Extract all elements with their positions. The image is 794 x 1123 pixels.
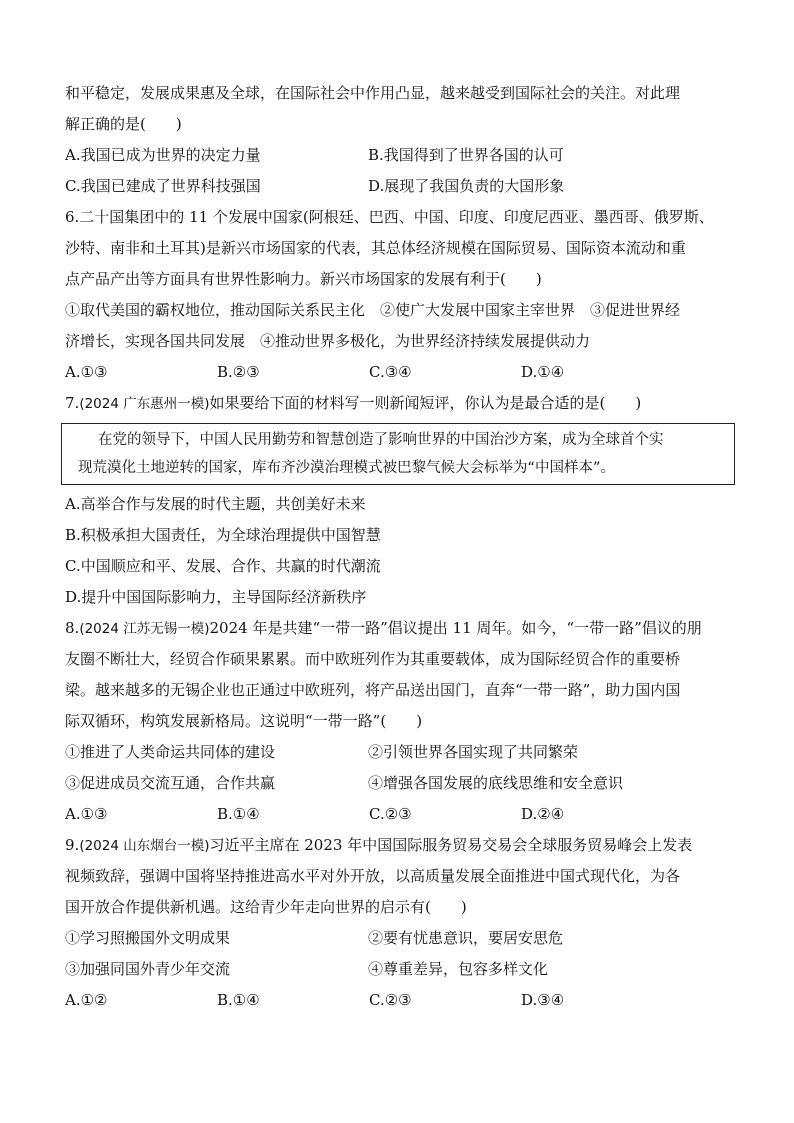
question-stem-text: 2024 年是共建“一带一路”倡议提出 11 周年。如今，“一带一路”倡议的朋: [209, 619, 702, 637]
material-line: 在党的领导下，中国人民用勤劳和智慧创造了影响世界的中国治沙方案，成为全球首个实: [98, 432, 664, 448]
question-6: [65, 202, 731, 388]
question-number: 8.: [65, 619, 80, 637]
option-b[interactable]: B.①④: [217, 991, 260, 1009]
option-c[interactable]: C.我国已建成了世界科技强国: [65, 177, 261, 195]
question-stem-line: [65, 388, 731, 419]
statement-4: ④增强各国发展的底线思维和安全意识: [368, 774, 624, 792]
question-stem-line: 解正确的是( ): [65, 115, 182, 133]
statement-2: ②要有忧患意识，要居安思危: [368, 929, 564, 947]
option-a[interactable]: A.①②: [65, 991, 108, 1009]
question-source: (2024 山东烟台一模): [79, 838, 210, 854]
question-page: [65, 78, 731, 1016]
question-number: 9.: [65, 836, 80, 854]
option-d[interactable]: D.①④: [521, 363, 565, 381]
option-d[interactable]: D.③④: [521, 991, 565, 1009]
statement-3: ③促进成员交流互通，合作共赢: [65, 774, 276, 792]
question-source: (2024 江苏无锡一模): [79, 621, 210, 637]
material-line: 现荒漠化土地逆转的国家，库布齐沙漠治理模式被巴黎气候大会标举为“中国样本”。: [78, 460, 616, 476]
question-stem-line: [65, 830, 731, 861]
option-d[interactable]: D.展现了我国负责的大国形象: [368, 177, 565, 195]
question-9: [65, 830, 731, 1016]
question-source: (2024 广东惠州一模): [79, 396, 210, 412]
option-a[interactable]: A.①③: [65, 363, 108, 381]
statement-1: ①推进了人类命运共同体的建设: [65, 743, 276, 761]
question-stem-line: 友圈不断壮大，经贸合作硕果累累。而中欧班列作为其重要载体，成为国际经贸合作的重要桥: [65, 650, 681, 668]
question-stem-line: 际双循环，构筑发展新格局。这说明“一带一路”( ): [65, 712, 423, 730]
statement-row: [65, 954, 731, 985]
question-stem-line: 沙特、南非和土耳其)是新兴市场国家的代表，其总体经济规模在国际贸易、国际资本流动和重: [65, 239, 686, 257]
option-row: [65, 140, 731, 171]
question-stem-line: 国开放合作提供新机遇。这给青少年走向世界的启示有( ): [65, 898, 467, 916]
statement-line: 济增长，实现各国共同发展 ④推动世界多极化，为世界经济持续发展提供动力: [65, 332, 591, 350]
question-number: 7.: [65, 394, 80, 412]
statement-2: ②引领世界各国实现了共同繁荣: [368, 743, 579, 761]
option-row: [65, 799, 731, 830]
option-a[interactable]: A.高举合作与发展的时代主题，共创美好未来: [65, 495, 366, 513]
option-c[interactable]: C.②③: [369, 805, 412, 823]
option-c[interactable]: C.中国顺应和平、发展、合作、共赢的时代潮流: [65, 557, 381, 575]
statement-row: [65, 923, 731, 954]
material-box: [61, 423, 735, 485]
option-d[interactable]: D.提升中国国际影响力，主导国际经济新秩序: [65, 588, 367, 606]
statement-3: ③加强同国外青少年交流: [65, 960, 231, 978]
question-stem-line: [65, 613, 731, 644]
question-8: [65, 613, 731, 830]
question-stem-line: 视频致辞，强调中国将坚持推进高水平对外开放，以高质量发展全面推进中国式现代化，为各: [65, 867, 681, 885]
option-b[interactable]: B.②③: [217, 363, 260, 381]
option-b[interactable]: B.积极承担大国责任，为全球治理提供中国智慧: [65, 526, 381, 544]
option-a[interactable]: A.我国已成为世界的决定力量: [65, 146, 261, 164]
statement-1: ①学习照搬国外文明成果: [65, 929, 231, 947]
option-c[interactable]: C.②③: [369, 991, 412, 1009]
statement-4: ④尊重差异，包容多样文化: [368, 960, 549, 978]
option-c[interactable]: C.③④: [369, 363, 412, 381]
question-7: [65, 388, 731, 613]
question-stem-text: 如果要给下面的材料写一则新闻短评，你认为是最合适的是( ): [209, 394, 642, 412]
question-5: [65, 78, 731, 202]
question-stem-line: 6.二十国集团中的 11 个发展中国家(阿根廷、巴西、中国、印度、印度尼西亚、墨西哥、俄罗斯、: [65, 208, 714, 226]
question-stem-line: 梁。越来越多的无锡企业也正通过中欧班列，将产品送出国门，直奔“一带一路”，助力国内国: [65, 681, 681, 699]
question-stem-line: 和平稳定，发展成果惠及全球，在国际社会中作用凸显，越来越受到国际社会的关注。对此理: [65, 84, 681, 102]
option-a[interactable]: A.①③: [65, 805, 108, 823]
option-row: [65, 357, 731, 388]
statement-row: [65, 768, 731, 799]
option-d[interactable]: D.②④: [521, 805, 565, 823]
statement-row: [65, 737, 731, 768]
option-b[interactable]: B.我国得到了世界各国的认可: [368, 146, 564, 164]
option-b[interactable]: B.①④: [217, 805, 260, 823]
option-row: [65, 985, 731, 1016]
option-row: [65, 171, 731, 202]
statement-line: ①取代美国的霸权地位，推动国际关系民主化 ②使广大发展中国家主宰世界 ③促进世界经: [65, 301, 681, 319]
question-stem-text: 习近平主席在 2023 年中国国际服务贸易交易会全球服务贸易峰会上发表: [209, 836, 693, 854]
question-stem-line: 点产品产出等方面具有世界性影响力。新兴市场国家的发展有利于( ): [65, 270, 542, 288]
